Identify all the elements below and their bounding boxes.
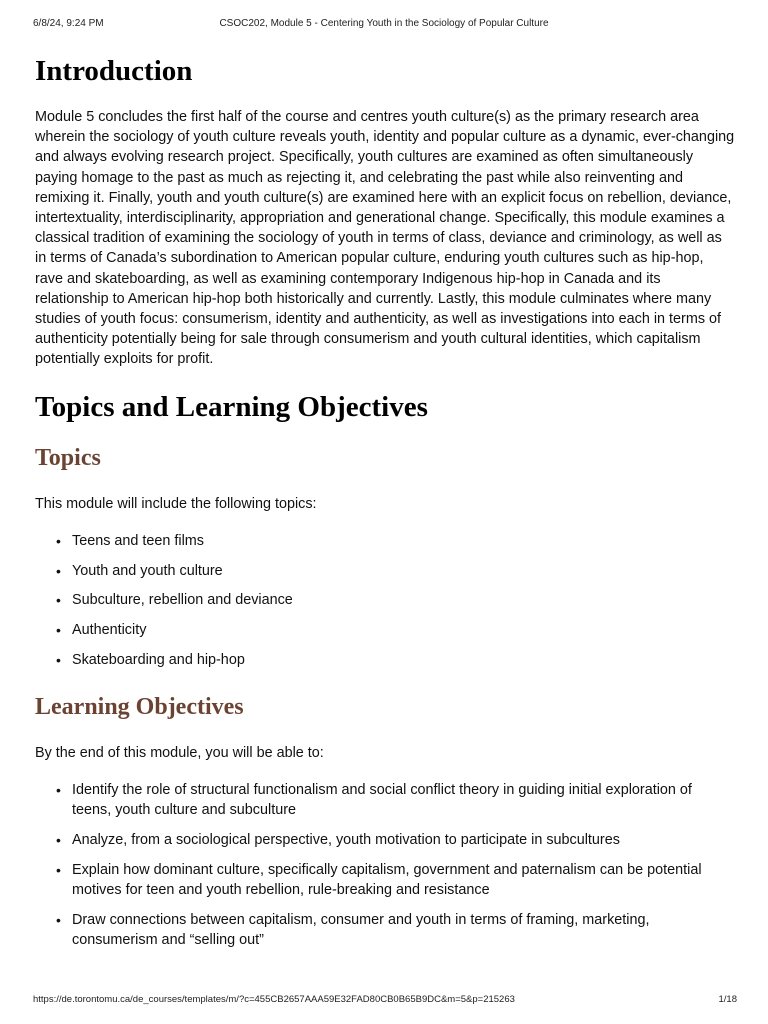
topic-text: Subculture, rebellion and deviance xyxy=(72,592,293,609)
objective-text: Draw connections between capitalism, consumer and youth in terms of framing, marketing, consumerism and “selling out” xyxy=(72,911,650,948)
page-content xyxy=(35,50,735,959)
topics-intro: This module will include the following topics: xyxy=(35,495,317,512)
list-item xyxy=(56,910,735,950)
print-date: 6/8/24, 9:24 PM xyxy=(33,18,104,29)
bullet-icon: • xyxy=(56,592,61,609)
list-item xyxy=(56,860,735,900)
topic-text: Authenticity xyxy=(72,622,147,639)
topics-heading: Topics xyxy=(35,444,101,471)
topic-text: Skateboarding and hip-hop xyxy=(72,652,245,669)
learning-objectives-heading: Learning Objectives xyxy=(35,694,244,721)
learning-objectives-intro: By the end of this module, you will be able to: xyxy=(35,745,324,762)
topic-text: Youth and youth culture xyxy=(72,562,223,579)
page-url: https://de.torontomu.ca/de_courses/templates/m/?c=455CB2657AAA59E32FAD80CB0B65B9DC&m=5&p=215263 xyxy=(33,994,515,1005)
topics-list xyxy=(35,531,735,670)
print-footer xyxy=(0,994,768,1008)
print-header xyxy=(0,18,768,32)
bullet-icon: • xyxy=(56,532,61,549)
bullet-icon: • xyxy=(56,861,61,878)
bullet-icon: • xyxy=(56,622,61,639)
objective-text: Identify the role of structural functionalism and social conflict theory in guiding initial exploration of teens, youth culture and subculture xyxy=(72,782,692,819)
objective-text: Analyze, from a sociological perspective, youth motivation to participate in subcultures xyxy=(72,832,620,849)
page-number: 1/18 xyxy=(718,994,737,1005)
list-item xyxy=(56,780,735,820)
list-item xyxy=(56,830,735,850)
introduction-heading: Introduction xyxy=(35,55,193,87)
bullet-icon: • xyxy=(56,911,61,928)
bullet-icon: • xyxy=(56,562,61,579)
topic-text: Teens and teen films xyxy=(72,532,204,549)
list-item xyxy=(56,650,735,670)
objective-text: Explain how dominant culture, specifically capitalism, government and paternalism can be potential motives for teen and youth rebellion, rule-breaking and resistance xyxy=(72,861,702,898)
bullet-icon: • xyxy=(56,652,61,669)
bullet-icon: • xyxy=(56,832,61,849)
topics-and-objectives-heading: Topics and Learning Objectives xyxy=(35,390,428,423)
list-item xyxy=(56,620,735,640)
document-title: CSOC202, Module 5 - Centering Youth in the Sociology of Popular Culture xyxy=(219,18,549,29)
list-item xyxy=(56,531,735,551)
bullet-icon: • xyxy=(56,782,61,799)
introduction-paragraph: Module 5 concludes the first half of the course and centres youth culture(s) as the primary research area wherein the sociology of youth culture reveals youth, identity and popular culture as a dynamic, ever-changing and always evolving research project. Specifically, youth cultures are examined as often simultaneously paying homage to the past as much as rejecting it, and celebrating the past while also reinventing and remixing it. Finally, youth and youth culture(s) are examined here with an explicit focus on rebellion, deviance, intertextuality, interdisciplinarity, appropriation and generational change. Specifically, this module examines a classical tradition of examining the sociology of youth in terms of class, deviance and criminology, as well as in terms of Canada’s subordination to American popular culture, enduring youth cultures such as hip-hop, rave and skateboarding, as well as examining contemporary Indigenous hip-hop in Canada and its relationship to American hip-hop both historically and currently. Lastly, this module culminates where many studies of youth focus: consumerism, identity and authenticity, as well as investigations into each in terms of authenticity potentially being for sale through consumerism and youth cultural identities, which capitalism potentially exploits for profit. xyxy=(35,109,735,368)
learning-objectives-list xyxy=(35,780,735,949)
list-item xyxy=(56,561,735,581)
list-item xyxy=(56,590,735,610)
